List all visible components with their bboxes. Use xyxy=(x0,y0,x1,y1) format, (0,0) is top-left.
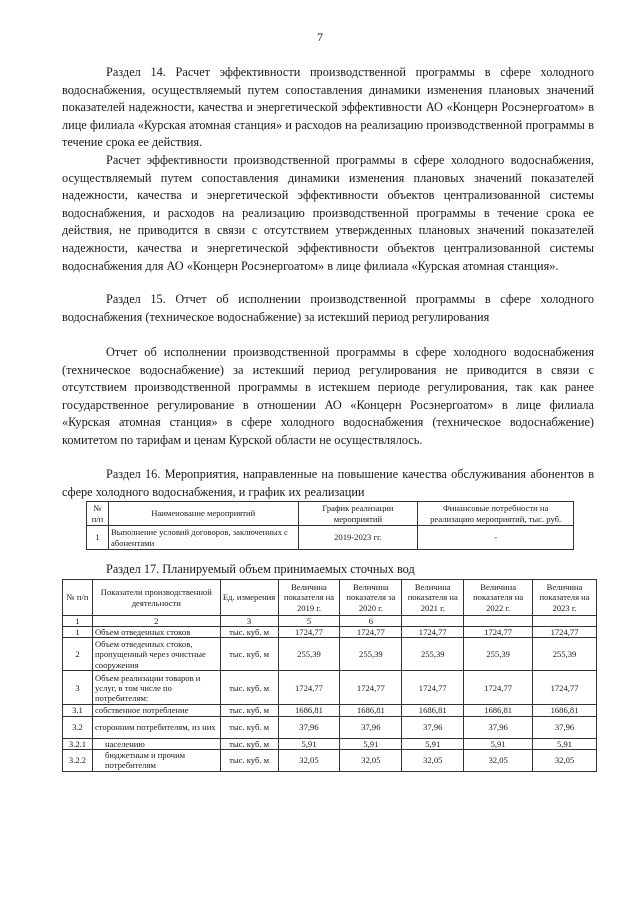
table-cell xyxy=(402,616,464,627)
table-cell: собственное потребление xyxy=(92,705,220,716)
table-cell: 3 xyxy=(63,671,93,705)
table-cell: Ед. измерения xyxy=(220,580,278,616)
table-index-row xyxy=(63,616,597,627)
table-cell: 2 xyxy=(63,638,93,671)
table-cell: 1724,77 xyxy=(340,627,402,638)
col-name: Наименование мероприятий xyxy=(108,502,298,526)
section15-body: Отчет об исполнении производственной программы в сфере холодного водоснабжения (техническое водоснабжение) за истекший период регулирования не приводится в связи с отсутствием производственной программы в истекшем периоде регулирования, так как ранее государственное регулирование в отношении АО «Концерн Росэнергоатом» в лице филиала «Курская атомная станция» в сфере холодного водоснабжения (техническое водоснабжение) комитетом по тарифам и ценам Курской области не осуществлялось. xyxy=(62,345,594,447)
table-cell: 1686,81 xyxy=(402,705,464,716)
table-cell: тыс. куб. м xyxy=(220,749,278,771)
table-cell: 1686,81 xyxy=(340,705,402,716)
table-cell: 32,05 xyxy=(340,749,402,771)
table-cell: 1686,81 xyxy=(278,705,340,716)
table-cell: 1724,77 xyxy=(278,671,340,705)
section16-heading: Раздел 16. Мероприятия, направленные на повышение качества обслуживания абонентов в сфере холодного водоснабжения, и график их реализации xyxy=(62,467,594,499)
table-cell: 5,91 xyxy=(464,738,533,749)
table-cell: Выполнение условий договоров, заключенных с абонентами xyxy=(108,526,298,550)
col-schedule: График реализации мероприятий xyxy=(298,502,418,526)
table-cell: 32,05 xyxy=(464,749,533,771)
table-cell: № п/п xyxy=(63,580,93,616)
table-cell: - xyxy=(418,526,574,550)
table-cell xyxy=(464,616,533,627)
table-cell: 37,96 xyxy=(533,716,597,738)
table-cell: Величина показателя на 2021 г. xyxy=(402,580,464,616)
table-cell: 32,05 xyxy=(533,749,597,771)
table-row xyxy=(63,749,597,771)
table-cell: 1724,77 xyxy=(533,671,597,705)
section16-table xyxy=(86,501,574,550)
table-cell: 1724,77 xyxy=(533,627,597,638)
table-cell: 1724,77 xyxy=(278,627,340,638)
table-cell: 1 xyxy=(63,627,93,638)
table-row xyxy=(87,526,574,550)
table-cell: Величина показателя на 2022 г. xyxy=(464,580,533,616)
table-cell: 5,91 xyxy=(340,738,402,749)
table-cell: 5 xyxy=(278,616,340,627)
table-cell: тыс. куб. м xyxy=(220,627,278,638)
table-cell: сторонним потребителям, из них xyxy=(92,716,220,738)
table-cell: Объем реализации товаров и услуг, в том числе по потребителям: xyxy=(92,671,220,705)
table-cell: 1724,77 xyxy=(464,627,533,638)
table-cell: 255,39 xyxy=(464,638,533,671)
table-cell: тыс. куб. м xyxy=(220,705,278,716)
table-cell: Показатели производственной деятельности xyxy=(92,580,220,616)
table-cell: 255,39 xyxy=(533,638,597,671)
col-num: № п/п xyxy=(87,502,109,526)
table-cell: 255,39 xyxy=(402,638,464,671)
table-cell: 255,39 xyxy=(340,638,402,671)
page-number: 7 xyxy=(317,30,323,44)
table-cell: 37,96 xyxy=(402,716,464,738)
table-row xyxy=(63,627,597,638)
section15-heading: Раздел 15. Отчет об исполнении производственной программы в сфере холодного водоснабжения (техническое водоснабжение) за истекший период регулирования xyxy=(62,292,594,324)
table-cell: 1686,81 xyxy=(533,705,597,716)
table-cell: Величина показателя за 2020 г. xyxy=(340,580,402,616)
table-cell: 37,96 xyxy=(278,716,340,738)
col-finance: Финансовые потребности на реализацию мероприятий, тыс. руб. xyxy=(418,502,574,526)
table-row xyxy=(63,705,597,716)
table-cell: 5,91 xyxy=(533,738,597,749)
table-cell: бюджетным и прочим потребителям xyxy=(92,749,220,771)
table-cell: 37,96 xyxy=(340,716,402,738)
section17-table xyxy=(62,579,597,772)
table-header-row xyxy=(87,502,574,526)
table-cell: 3.1 xyxy=(63,705,93,716)
table-cell: 1724,77 xyxy=(340,671,402,705)
table-cell: 3 xyxy=(220,616,278,627)
table-cell: Величина показателя на 2019 г. xyxy=(278,580,340,616)
table-row xyxy=(63,738,597,749)
table-cell: 1724,77 xyxy=(464,671,533,705)
table-cell: 1 xyxy=(63,616,93,627)
table-cell: 3.2 xyxy=(63,716,93,738)
section17-heading: Раздел 17. Планируемый объем принимаемых сточных вод xyxy=(106,562,415,576)
table-cell: тыс. куб. м xyxy=(220,638,278,671)
table-cell: тыс. куб. м xyxy=(220,716,278,738)
table-cell: 1724,77 xyxy=(402,671,464,705)
table-cell: Величина показателя на 2023 г. xyxy=(533,580,597,616)
table-cell: 1 xyxy=(87,526,109,550)
section14-heading: Раздел 14. Расчет эффективности производственной программы в сфере холодного водоснабжения, осуществляемый путем сопоставления динамики изменения плановых значений показателей надежности, качества и энергетической эффективности АО «Концерн Росэнергоатом» в лице филиала «Курская атомная станция» и расходов на реализацию производственной программы в течение срока ее действия. xyxy=(62,65,594,150)
table-cell: 6 xyxy=(340,616,402,627)
table-cell: 255,39 xyxy=(278,638,340,671)
table-cell: 5,91 xyxy=(278,738,340,749)
section14-body: Расчет эффективности производственной программы в сфере холодного водоснабжения, осуществляемый путем сопоставления динамики изменения плановых значений показателей надежности, качества и энергетической эффективности объектов централизованной системы водоснабжения, и расходов на реализацию производственной программы в течение срока ее действия, не приводится в связи с отсутствием утвержденных плановых значений показателей надежности, качества и энергетической эффективности объектов централизованной системы водоснабжения для АО «Концерн Росэнергоатом» в лице филиала «Курская атомная станция». xyxy=(62,153,594,273)
table-cell: 1724,77 xyxy=(402,627,464,638)
table-cell: Объем отведенных стоков, пропущенный через очистные сооружения xyxy=(92,638,220,671)
table-cell: 37,96 xyxy=(464,716,533,738)
table-cell: населению xyxy=(92,738,220,749)
table-cell: 3.2.1 xyxy=(63,738,93,749)
table-cell xyxy=(533,616,597,627)
table-row xyxy=(63,716,597,738)
table-cell: Объем отведенных стоков xyxy=(92,627,220,638)
table-cell: 3.2.2 xyxy=(63,749,93,771)
table-cell: 1686,81 xyxy=(464,705,533,716)
table-cell: 2 xyxy=(92,616,220,627)
table-row xyxy=(63,671,597,705)
table-header-row xyxy=(63,580,597,616)
table-cell: 2019-2023 гг. xyxy=(298,526,418,550)
table-cell: 5,91 xyxy=(402,738,464,749)
table-cell: тыс. куб. м xyxy=(220,671,278,705)
table-row xyxy=(63,638,597,671)
table-cell: тыс. куб. м xyxy=(220,738,278,749)
table-cell: 32,05 xyxy=(278,749,340,771)
table-cell: 32,05 xyxy=(402,749,464,771)
